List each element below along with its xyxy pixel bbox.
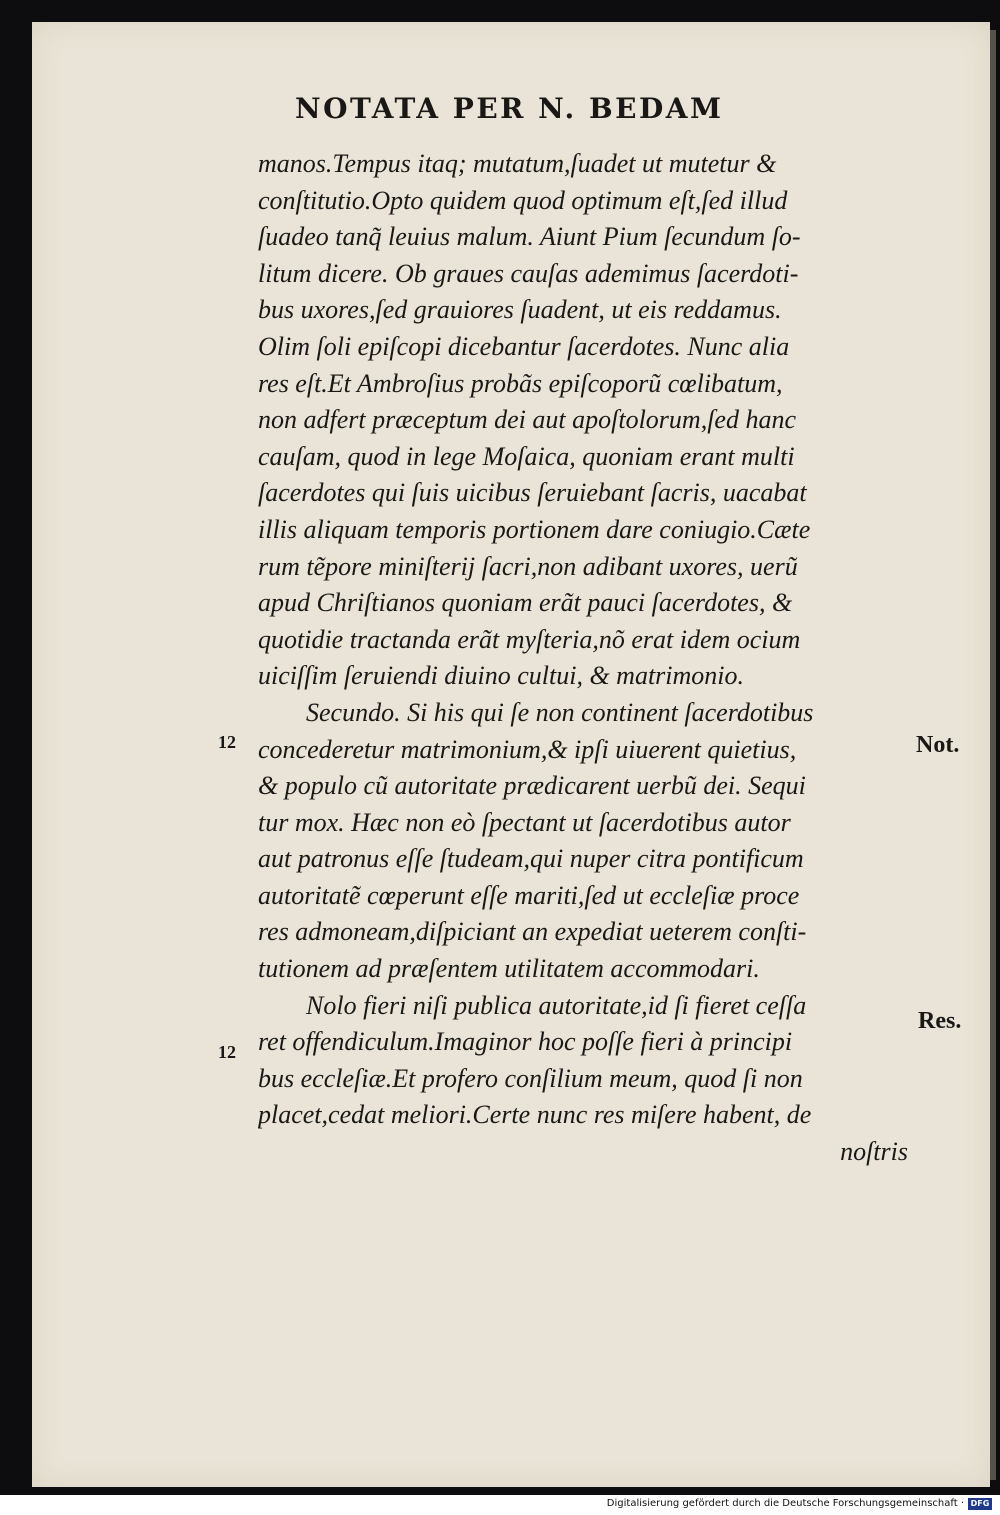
text-line: litum dicere. Ob graues cauſas ademimus ſacerdoti- xyxy=(258,258,799,288)
text-line: non adfert præceptum dei aut apoſtolorum,ſed hanc xyxy=(258,405,797,435)
text-line: uiciſſim ſeruiendi diuino cultui, & matrimonio. xyxy=(258,661,745,691)
text-line: bus eccleſiæ.Et profero conſilium meum, quod ſi non xyxy=(258,1063,803,1093)
digitization-credit: Digitalisierung gefördert durch die Deutsche Forschungsgemeinschaft · xyxy=(606,1498,964,1509)
text-line: autoritatẽ cœperunt eſſe mariti,ſed ut eccleſiæ proce xyxy=(258,880,800,910)
text-line: rum tẽpore miniſterij ſacri,non adibant uxores, uerũ xyxy=(258,551,798,581)
page-edge xyxy=(990,30,996,1480)
text-line: Secundo. Si his qui ſe non continent ſacerdotibus xyxy=(306,697,814,727)
catchword: noſtris xyxy=(840,1137,908,1167)
text-line: placet,cedat meliori.Certe nunc res miſere habent, de xyxy=(258,1100,812,1130)
text-line: concederetur matrimonium,& ipſi uiuerent quietius, xyxy=(258,734,797,764)
text-line: tutionem ad præſentem utilitatem accommodari. xyxy=(258,954,760,984)
text-line: cauſam, quod in lege Moſaica, quoniam erant multi xyxy=(258,441,795,471)
text-line: res admoneam,diſpiciant an expediat ueterem conſti- xyxy=(258,917,807,947)
text-line: tur mox. Hæc non eò ſpectant ut ſacerdotibus autor xyxy=(258,807,791,837)
text-line: ſacerdotes qui ſuis uicibus ſeruiebant ſacris, uacabat xyxy=(258,478,807,508)
text-line: ret offendiculum.Imaginor hoc poſſe fieri à principi xyxy=(258,1027,793,1057)
text-line: apud Chriſtianos quoniam erãt pauci ſacerdotes, & xyxy=(258,588,793,618)
margin-note-res: Res. xyxy=(918,1008,962,1034)
text-line: quotidie tractanda erãt myſteria,nõ erat idem ocium xyxy=(258,624,801,654)
text-line: bus uxores,ſed grauiores ſuadent, ut eis reddamus. xyxy=(258,295,782,325)
body-text xyxy=(258,146,908,1171)
running-head: NOTATA PER N. BEDAM xyxy=(295,92,724,125)
text-line: conſtitutio.Opto quidem quod optimum eſt,ſed illud xyxy=(258,185,788,215)
margin-note-not: Not. xyxy=(916,732,960,758)
dfg-logo-icon: DFG xyxy=(968,1498,992,1510)
margin-number: 12 xyxy=(218,732,236,752)
text-line: illis aliquam temporis portionem dare coniugio.Cæte xyxy=(258,514,811,544)
margin-number: 12 xyxy=(218,1042,236,1062)
text-line: Olim ſoli epiſcopi dicebantur ſacerdotes. Nunc alia xyxy=(258,331,790,361)
text-line: & populo cũ autoritate prædicarent uerbũ dei. Sequi xyxy=(258,771,806,801)
text-line: ſuadeo tanq̃ leuius malum. Aiunt Pium ſecundum ſo- xyxy=(258,222,801,252)
text-line: res eſt.Et Ambroſius probãs epiſcoporũ cœlibatum, xyxy=(258,368,783,398)
text-line: Nolo fieri niſi publica autoritate,id ſi fieret ceſſa xyxy=(306,990,807,1020)
text-line: aut patronus eſſe ſtudeam,qui nuper citra pontificum xyxy=(258,844,804,874)
text-line: manos.Tempus itaq; mutatum,ſuadet ut mutetur & xyxy=(258,149,777,178)
